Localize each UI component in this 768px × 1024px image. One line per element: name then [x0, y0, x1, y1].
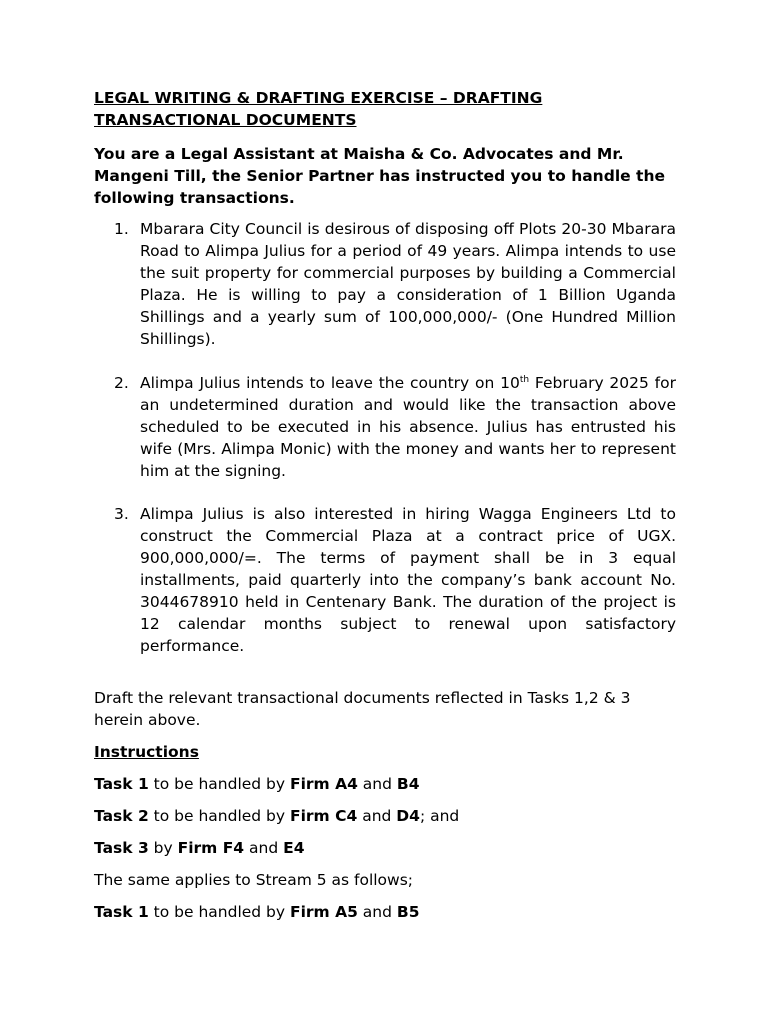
task-line: Task 1 to be handled by Firm A4 and B4 [94, 775, 420, 793]
list-item-text: Alimpa Julius intends to leave the country on 10th February 2025 for an undetermined duration and would like the transaction above scheduled to be executed in his absence. Julius has entrusted his wife (Mrs. Alimpa Monic) with the money and wants her to represent him at the signing. [140, 374, 676, 480]
document-title: LEGAL WRITING & DRAFTING EXERCISE – DRAFTING TRANSACTIONAL DOCUMENTS [94, 89, 543, 129]
list-item-text: Mbarara City Council is desirous of disposing off Plots 20-30 Mbarara Road to Alimpa Julius for a period of 49 years. Alimpa intends to use the suit property for commercial purposes by building a Commercial Plaza. He is willing to pay a consideration of 1 Billion Uganda Shillings and a yearly sum of 100,000,000/- (One Hundred Million Shillings). [140, 220, 676, 348]
draft-instruction-paragraph: Draft the relevant transactional documents reflected in Tasks 1,2 & 3 herein above. [94, 689, 631, 729]
list-item-number: 1. [114, 220, 129, 238]
stream-note: The same applies to Stream 5 as follows; [94, 871, 414, 889]
intro-paragraph: You are a Legal Assistant at Maisha & Co. Advocates and Mr. Mangeni Till, the Senior Partner has instructed you to handle the following transactions. [94, 145, 665, 207]
ordinal-superscript: th [519, 374, 530, 385]
list-item-number: 2. [114, 374, 129, 392]
instructions-heading: Instructions [94, 743, 199, 761]
task-line: Task 3 by Firm F4 and E4 [94, 839, 305, 857]
task-line: Task 1 to be handled by Firm A5 and B5 [94, 903, 420, 921]
task-line: Task 2 to be handled by Firm C4 and D4; and [94, 807, 460, 825]
list-item-number: 3. [114, 505, 129, 523]
list-item-text: Alimpa Julius is also interested in hiring Wagga Engineers Ltd to construct the Commercial Plaza at a contract price of UGX. 900,000,000/=. The terms of payment shall be in 3 equal installments, paid quarterly into the company’s bank account No. 3044678910 held in Centenary Bank. The duration of the project is 12 calendar months subject to renewal upon satisfactory performance. [140, 505, 676, 655]
